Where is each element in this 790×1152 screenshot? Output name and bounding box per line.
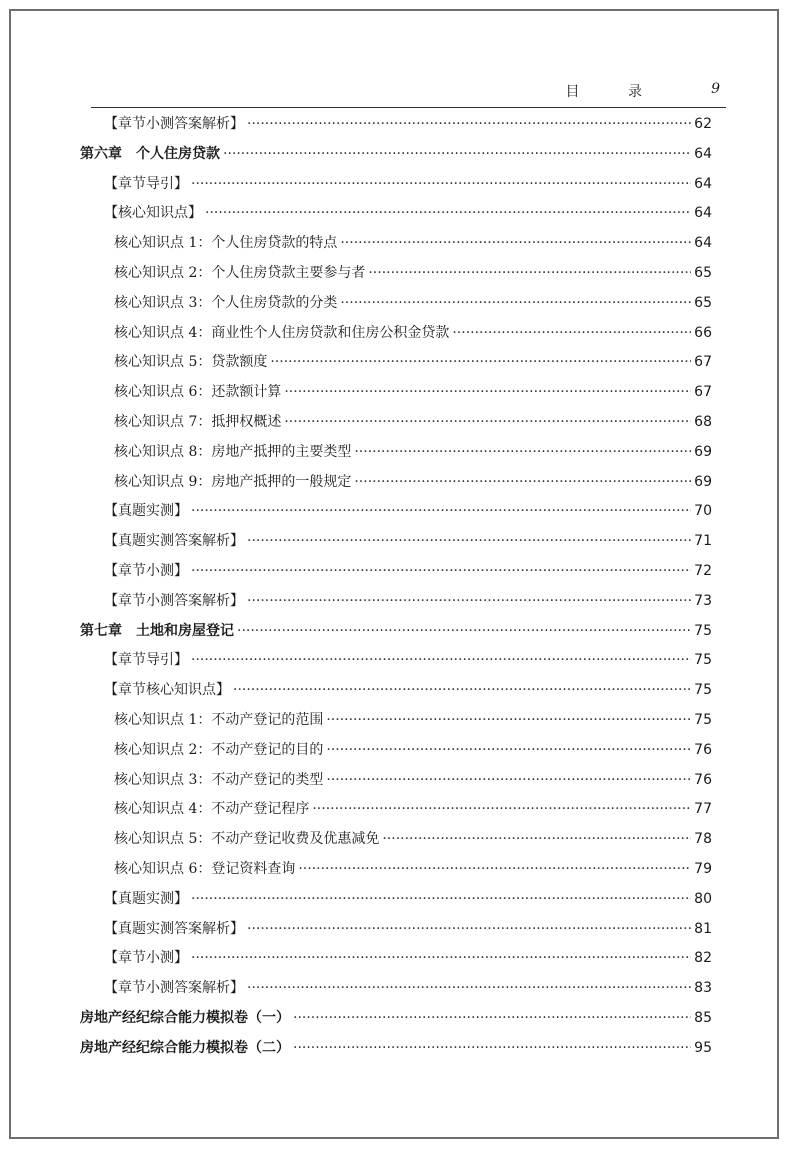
toc-leader-dots: [247, 587, 691, 617]
toc-entry-page: 76: [694, 771, 712, 788]
toc-entry-page: 75: [694, 711, 712, 728]
toc-entry[interactable]: [80, 259, 712, 289]
toc-leader-dots: [191, 170, 691, 200]
toc-entry-label: 第六章 个人住房贷款: [80, 145, 220, 162]
toc-entry[interactable]: [80, 1034, 712, 1064]
toc-entry-page: 72: [694, 562, 712, 579]
toc-entry-page: 79: [694, 860, 712, 877]
toc-entry-label: 核心知识点 9：房地产抵押的一般规定: [114, 473, 352, 490]
toc-entry-label: 房地产经纪综合能力模拟卷（一）: [80, 1009, 290, 1026]
toc-entry-page: 69: [694, 473, 712, 490]
toc-entry[interactable]: [80, 766, 712, 796]
toc-entry-page: 67: [694, 384, 712, 401]
toc-leader-dots: [284, 408, 691, 438]
toc-entry-label: 核心知识点 2：不动产登记的目的: [114, 741, 324, 758]
table-of-contents: [80, 110, 712, 1064]
toc-entry-page: 73: [694, 592, 712, 609]
toc-entry[interactable]: [80, 468, 712, 498]
toc-leader-dots: [191, 944, 691, 974]
toc-leader-dots: [191, 885, 691, 915]
toc-entry-label: 【核心知识点】: [104, 205, 202, 222]
toc-leader-dots: [354, 438, 691, 468]
toc-leader-dots: [247, 110, 691, 140]
toc-leader-dots: [293, 1034, 691, 1064]
toc-entry[interactable]: [80, 974, 712, 1004]
toc-leader-dots: [233, 676, 691, 706]
toc-entry-label: 【章节导引】: [104, 175, 188, 192]
toc-entry-label: 【真题实测答案解析】: [104, 533, 244, 550]
toc-leader-dots: [270, 348, 691, 378]
toc-entry-label: 【章节导引】: [104, 652, 188, 669]
toc-leader-dots: [340, 229, 691, 259]
toc-entry[interactable]: [80, 825, 712, 855]
toc-entry-label: 核心知识点 4：商业性个人住房贷款和住房公积金贷款: [114, 324, 450, 341]
toc-entry-label: 核心知识点 1：不动产登记的范围: [114, 711, 324, 728]
toc-entry[interactable]: [80, 706, 712, 736]
toc-entry-label: 【真题实测】: [104, 890, 188, 907]
toc-entry-page: 66: [694, 324, 712, 341]
toc-entry-page: 75: [694, 652, 712, 669]
toc-entry-page: 69: [694, 443, 712, 460]
toc-entry[interactable]: [80, 408, 712, 438]
toc-leader-dots: [326, 706, 691, 736]
toc-entry-page: 70: [694, 503, 712, 520]
toc-entry-page: 62: [694, 116, 712, 132]
running-header: [91, 79, 726, 108]
header-page-number: 9: [711, 81, 720, 97]
toc-entry-label: 核心知识点 2：个人住房贷款主要参与者: [114, 264, 366, 281]
toc-leader-dots: [191, 497, 691, 527]
toc-entry[interactable]: [80, 378, 712, 408]
toc-entry-label: 房地产经纪综合能力模拟卷（二）: [80, 1039, 290, 1056]
toc-entry-label: 核心知识点 4：不动产登记程序: [114, 801, 310, 818]
toc-entry[interactable]: [80, 915, 712, 945]
toc-entry-page: 83: [694, 980, 712, 997]
toc-entry-label: 【章节小测答案解析】: [104, 592, 244, 609]
toc-entry-label: 【章节小测答案解析】: [104, 116, 244, 132]
toc-entry-page: 67: [694, 354, 712, 371]
toc-leader-dots: [382, 825, 691, 855]
toc-entry[interactable]: [80, 944, 712, 974]
toc-entry-label: 核心知识点 8：房地产抵押的主要类型: [114, 443, 352, 460]
toc-entry[interactable]: [80, 855, 712, 885]
toc-entry[interactable]: [80, 736, 712, 766]
toc-leader-dots: [247, 527, 691, 557]
toc-entry[interactable]: [80, 557, 712, 587]
toc-entry[interactable]: [80, 795, 712, 825]
toc-leader-dots: [326, 736, 691, 766]
toc-entry-label: 核心知识点 3：个人住房贷款的分类: [114, 294, 338, 311]
toc-entry-label: 【章节小测】: [104, 950, 188, 967]
toc-leader-dots: [247, 915, 691, 945]
toc-entry-page: 80: [694, 890, 712, 907]
toc-entry-page: 81: [694, 920, 712, 937]
toc-entry-page: 95: [694, 1039, 712, 1056]
toc-entry[interactable]: [80, 527, 712, 557]
toc-entry-page: 65: [694, 264, 712, 281]
toc-entry-page: 82: [694, 950, 712, 967]
toc-entry-label: 核心知识点 6：登记资料查询: [114, 860, 296, 877]
toc-entry-page: 64: [694, 235, 712, 252]
toc-leader-dots: [191, 557, 691, 587]
toc-leader-dots: [237, 617, 691, 647]
toc-entry-page: 75: [694, 682, 712, 699]
toc-entry[interactable]: [80, 438, 712, 468]
toc-leader-dots: [452, 319, 691, 349]
toc-leader-dots: [284, 378, 691, 408]
toc-entry-page: 68: [694, 413, 712, 430]
toc-leader-dots: [205, 199, 691, 229]
toc-entry-page: 77: [694, 801, 712, 818]
toc-leader-dots: [368, 259, 691, 289]
toc-entry-label: 【章节小测】: [104, 562, 188, 579]
toc-entry[interactable]: [80, 587, 712, 617]
toc-entry[interactable]: [80, 646, 712, 676]
toc-entry-page: 64: [694, 205, 712, 222]
toc-entry[interactable]: [80, 497, 712, 527]
toc-entry-label: 核心知识点 5：不动产登记收费及优惠减免: [114, 831, 380, 848]
toc-entry-page: 75: [694, 622, 712, 639]
toc-entry-label: 【真题实测】: [104, 503, 188, 520]
toc-leader-dots: [223, 140, 691, 170]
toc-entry-label: 【章节小测答案解析】: [104, 980, 244, 997]
toc-leader-dots: [354, 468, 691, 498]
toc-entry[interactable]: [80, 199, 712, 229]
toc-entry-page: 64: [694, 175, 712, 192]
toc-entry-page: 71: [694, 533, 712, 550]
toc-entry-label: 【章节核心知识点】: [104, 682, 230, 699]
toc-entry-page: 65: [694, 294, 712, 311]
toc-leader-dots: [247, 974, 691, 1004]
toc-entry-label: 第七章 土地和房屋登记: [80, 622, 234, 639]
toc-entry[interactable]: [80, 110, 712, 140]
toc-entry-label: 核心知识点 6：还款额计算: [114, 384, 282, 401]
toc-entry[interactable]: [80, 170, 712, 200]
toc-leader-dots: [191, 646, 691, 676]
toc-entry-label: 核心知识点 1：个人住房贷款的特点: [114, 235, 338, 252]
toc-leader-dots: [326, 766, 691, 796]
toc-entry-page: 64: [694, 145, 712, 162]
toc-entry-label: 核心知识点 5：贷款额度: [114, 354, 268, 371]
toc-leader-dots: [312, 795, 691, 825]
toc-entry-label: 核心知识点 7：抵押权概述: [114, 413, 282, 430]
toc-entry-page: 78: [694, 831, 712, 848]
toc-entry[interactable]: [80, 348, 712, 378]
toc-entry[interactable]: [80, 319, 712, 349]
toc-entry-label: 【真题实测答案解析】: [104, 920, 244, 937]
toc-entry[interactable]: [80, 885, 712, 915]
toc-leader-dots: [340, 289, 691, 319]
toc-leader-dots: [293, 1004, 691, 1034]
toc-entry[interactable]: [80, 1004, 712, 1034]
toc-entry[interactable]: [80, 676, 712, 706]
toc-entry-page: 76: [694, 741, 712, 758]
toc-entry[interactable]: [80, 617, 712, 647]
header-title: 目 录: [565, 84, 664, 100]
toc-leader-dots: [298, 855, 691, 885]
toc-entry-page: 85: [694, 1009, 712, 1026]
toc-entry[interactable]: [80, 229, 712, 259]
toc-entry[interactable]: [80, 140, 712, 170]
toc-entry[interactable]: [80, 289, 712, 319]
toc-entry-label: 核心知识点 3：不动产登记的类型: [114, 771, 324, 788]
